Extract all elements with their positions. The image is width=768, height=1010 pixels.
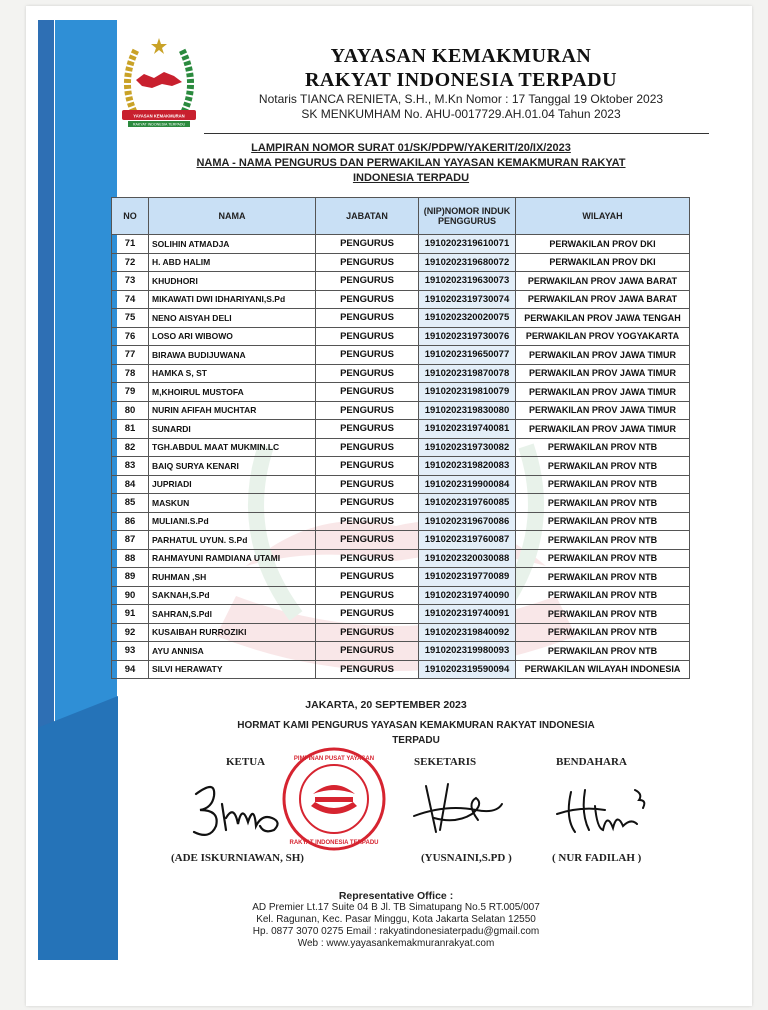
cell-nama: SAKNAH,S.Pd bbox=[149, 586, 316, 605]
org-name-line1: YAYASAN KEMAKMURAN bbox=[330, 45, 592, 67]
cell-nama: MULIANI.S.Pd bbox=[149, 512, 316, 531]
cell-nip: 1910202319680072 bbox=[419, 253, 516, 272]
cell-nama: BAIQ SURYA KENARI bbox=[149, 457, 316, 476]
footer-address-line2: Kel. Ragunan, Kec. Pasar Minggu, Kota Jakarta Selatan 12550 bbox=[256, 914, 536, 925]
cell-nip: 1910202319670086 bbox=[419, 512, 516, 531]
cell-nama: RAHMAYUNI RAMDIANA UTAMI bbox=[149, 549, 316, 568]
cell-no: 74 bbox=[112, 290, 149, 309]
ketua-title: KETUA bbox=[226, 756, 266, 768]
table-row bbox=[112, 549, 690, 568]
cell-jabatan: PENGURUS bbox=[316, 623, 419, 642]
cell-nip: 1910202319980093 bbox=[419, 642, 516, 661]
cell-wilayah: PERWAKILAN WILAYAH INDONESIA bbox=[516, 660, 690, 679]
cell-nip: 1910202319870078 bbox=[419, 364, 516, 383]
cell-jabatan: PENGURUS bbox=[316, 309, 419, 328]
cell-no: 79 bbox=[112, 383, 149, 402]
cell-no: 83 bbox=[112, 457, 149, 476]
table-row bbox=[112, 253, 690, 272]
sekretaris-signature-icon bbox=[406, 774, 516, 844]
cell-wilayah: PERWAKILAN PROV JAWA BARAT bbox=[516, 290, 690, 309]
cell-nama: HAMKA S, ST bbox=[149, 364, 316, 383]
cell-no: 91 bbox=[112, 605, 149, 624]
cell-no: 77 bbox=[112, 346, 149, 365]
cell-nama: PARHATUL UYUN. S.Pd bbox=[149, 531, 316, 550]
cell-wilayah: PERWAKILAN PROV NTB bbox=[516, 512, 690, 531]
cell-wilayah: PERWAKILAN PROV DKI bbox=[516, 235, 690, 254]
cell-wilayah: PERWAKILAN PROV NTB bbox=[516, 438, 690, 457]
cell-nip: 1910202319730082 bbox=[419, 438, 516, 457]
bendahara-signature-icon bbox=[551, 778, 651, 842]
cell-jabatan: PENGURUS bbox=[316, 568, 419, 587]
cell-no: 94 bbox=[112, 660, 149, 679]
cell-nip: 1910202319610071 bbox=[419, 235, 516, 254]
closing-line2: TERPADU bbox=[392, 735, 440, 746]
table-row bbox=[112, 364, 690, 383]
closing-line1: HORMAT KAMI PENGURUS YAYASAN KEMAKMURAN RAKYAT INDONESIA bbox=[237, 720, 595, 731]
official-stamp-icon bbox=[281, 746, 387, 852]
cell-wilayah: PERWAKILAN PROV JAWA TIMUR bbox=[516, 346, 690, 365]
table-row bbox=[112, 586, 690, 605]
cell-jabatan: PENGURUS bbox=[316, 235, 419, 254]
cell-no: 90 bbox=[112, 586, 149, 605]
cell-jabatan: PENGURUS bbox=[316, 512, 419, 531]
cell-nip: 1910202319770089 bbox=[419, 568, 516, 587]
cell-nama: BIRAWA BUDIJUWANA bbox=[149, 346, 316, 365]
cell-jabatan: PENGURUS bbox=[316, 494, 419, 513]
cell-jabatan: PENGURUS bbox=[316, 290, 419, 309]
svg-text:YAYASAN KEMAKMURAN: YAYASAN KEMAKMURAN bbox=[133, 113, 185, 119]
cell-no: 92 bbox=[112, 623, 149, 642]
cell-wilayah: PERWAKILAN PROV NTB bbox=[516, 549, 690, 568]
cell-nip: 1910202319740091 bbox=[419, 605, 516, 624]
cell-nama: KHUDHORI bbox=[149, 272, 316, 291]
table-header-row bbox=[112, 198, 690, 235]
table-row bbox=[112, 420, 690, 439]
lampiran-line2: NAMA - NAMA PENGURUS DAN PERWAKILAN YAYASAN KEMAKMURAN RAKYAT bbox=[196, 157, 626, 169]
notaris-line: Notaris TIANCA RENIETA, S.H., M.Kn Nomor : 17 Tanggal 19 Oktober 2023 bbox=[258, 92, 664, 106]
cell-nama: NENO AISYAH DELI bbox=[149, 309, 316, 328]
cell-jabatan: PENGURUS bbox=[316, 660, 419, 679]
cell-wilayah: PERWAKILAN PROV JAWA TIMUR bbox=[516, 383, 690, 402]
sekretaris-title: SEKETARIS bbox=[414, 756, 477, 768]
closing-text bbox=[206, 718, 626, 748]
cell-wilayah: PERWAKILAN PROV YOGYAKARTA bbox=[516, 327, 690, 346]
cell-wilayah: PERWAKILAN PROV NTB bbox=[516, 605, 690, 624]
cell-nama: H. ABD HALIM bbox=[149, 253, 316, 272]
cell-nip: 1910202319840092 bbox=[419, 623, 516, 642]
representative-office bbox=[196, 890, 596, 950]
svg-text:RAKYAT INDONESIA TERPADU: RAKYAT INDONESIA TERPADU bbox=[289, 840, 379, 846]
cell-nama: RUHMAN ,SH bbox=[149, 568, 316, 587]
cell-jabatan: PENGURUS bbox=[316, 420, 419, 439]
cell-nip: 1910202319820083 bbox=[419, 457, 516, 476]
cell-nama: LOSO ARI WIBOWO bbox=[149, 327, 316, 346]
letterhead bbox=[226, 44, 696, 122]
col-header-wilayah: WILAYAH bbox=[516, 198, 690, 235]
cell-nama: M,KHOIRUL MUSTOFA bbox=[149, 383, 316, 402]
bendahara-name: ( NUR FADILAH ) bbox=[552, 852, 642, 864]
cell-wilayah: PERWAKILAN PROV JAWA TIMUR bbox=[516, 420, 690, 439]
table-row bbox=[112, 531, 690, 550]
cell-jabatan: PENGURUS bbox=[316, 642, 419, 661]
table-row bbox=[112, 401, 690, 420]
cell-wilayah: PERWAKILAN PROV NTB bbox=[516, 475, 690, 494]
header-divider bbox=[204, 133, 709, 134]
cell-no: 87 bbox=[112, 531, 149, 550]
table-body bbox=[112, 235, 690, 679]
cell-nip: 1910202320030088 bbox=[419, 549, 516, 568]
cell-jabatan: PENGURUS bbox=[316, 327, 419, 346]
footer-web: Web : www.yayasankemakmuranrakyat.com bbox=[297, 938, 495, 949]
lampiran-line1: LAMPIRAN NOMOR SURAT 01/SK/PDPW/YAKERIT/20/IX/2023 bbox=[251, 142, 571, 154]
cell-jabatan: PENGURUS bbox=[316, 401, 419, 420]
table-row bbox=[112, 272, 690, 291]
cell-nama: SOLIHIN ATMADJA bbox=[149, 235, 316, 254]
table-row bbox=[112, 346, 690, 365]
table-row bbox=[112, 457, 690, 476]
cell-wilayah: PERWAKILAN PROV NTB bbox=[516, 457, 690, 476]
cell-nip: 1910202319830080 bbox=[419, 401, 516, 420]
cell-wilayah: PERWAKILAN PROV DKI bbox=[516, 253, 690, 272]
cell-jabatan: PENGURUS bbox=[316, 438, 419, 457]
cell-nama: MASKUN bbox=[149, 494, 316, 513]
pengurus-table bbox=[111, 197, 690, 679]
cell-jabatan: PENGURUS bbox=[316, 605, 419, 624]
cell-wilayah: PERWAKILAN PROV NTB bbox=[516, 586, 690, 605]
footer-address-line1: AD Premier Lt.17 Suite 04 B Jl. TB Simatupang No.5 RT.005/007 bbox=[252, 902, 540, 913]
cell-jabatan: PENGURUS bbox=[316, 457, 419, 476]
cell-no: 88 bbox=[112, 549, 149, 568]
cell-nama: NURIN AFIFAH MUCHTAR bbox=[149, 401, 316, 420]
cell-wilayah: PERWAKILAN PROV JAWA TIMUR bbox=[516, 364, 690, 383]
cell-jabatan: PENGURUS bbox=[316, 364, 419, 383]
cell-no: 75 bbox=[112, 309, 149, 328]
cell-no: 84 bbox=[112, 475, 149, 494]
cell-nip: 1910202319760085 bbox=[419, 494, 516, 513]
cell-jabatan: PENGURUS bbox=[316, 586, 419, 605]
cell-nip: 1910202319900084 bbox=[419, 475, 516, 494]
bendahara-title: BENDAHARA bbox=[556, 756, 627, 768]
cell-wilayah: PERWAKILAN PROV NTB bbox=[516, 568, 690, 587]
table-row bbox=[112, 327, 690, 346]
cell-nama: AYU ANNISA bbox=[149, 642, 316, 661]
cell-no: 89 bbox=[112, 568, 149, 587]
col-header-jabatan: JABATAN bbox=[316, 198, 419, 235]
svg-text:PIMPINAN PUSAT YAYASAN: PIMPINAN PUSAT YAYASAN bbox=[293, 756, 375, 762]
cell-nama: KUSAIBAH RURROZIKI bbox=[149, 623, 316, 642]
cell-jabatan: PENGURUS bbox=[316, 475, 419, 494]
table-row bbox=[112, 438, 690, 457]
cell-nip: 1910202319740081 bbox=[419, 420, 516, 439]
footer-heading: Representative Office : bbox=[338, 890, 454, 902]
sk-line: SK MENKUMHAM No. AHU-0017729.AH.01.04 Tahun 2023 bbox=[301, 107, 621, 121]
cell-nip: 1910202319730074 bbox=[419, 290, 516, 309]
cell-no: 71 bbox=[112, 235, 149, 254]
cell-no: 82 bbox=[112, 438, 149, 457]
org-name-line2: RAKYAT INDONESIA TERPADU bbox=[304, 69, 618, 91]
cell-nama: MIKAWATI DWI IDHARIYANI,S.Pd bbox=[149, 290, 316, 309]
table-row bbox=[112, 512, 690, 531]
table-row bbox=[112, 660, 690, 679]
cell-nama: TGH.ABDUL MAAT MUKMIN.LC bbox=[149, 438, 316, 457]
lampiran-title bbox=[176, 141, 646, 186]
table-row bbox=[112, 383, 690, 402]
cell-wilayah: PERWAKILAN PROV JAWA TIMUR bbox=[516, 401, 690, 420]
cell-wilayah: PERWAKILAN PROV NTB bbox=[516, 494, 690, 513]
table-row bbox=[112, 235, 690, 254]
cell-nama: SUNARDI bbox=[149, 420, 316, 439]
cell-nip: 1910202319740090 bbox=[419, 586, 516, 605]
cell-wilayah: PERWAKILAN PROV NTB bbox=[516, 531, 690, 550]
table-row bbox=[112, 568, 690, 587]
svg-text:RAKYAT INDONESIA TERPADU: RAKYAT INDONESIA TERPADU bbox=[132, 122, 186, 127]
cell-wilayah: PERWAKILAN PROV JAWA TENGAH bbox=[516, 309, 690, 328]
table-row bbox=[112, 605, 690, 624]
table-row bbox=[112, 309, 690, 328]
lampiran-line3: INDONESIA TERPADU bbox=[352, 172, 470, 184]
cell-nip: 1910202319630073 bbox=[419, 272, 516, 291]
ketua-signature-icon bbox=[186, 774, 296, 844]
table-row bbox=[112, 642, 690, 661]
cell-nip: 1910202319760087 bbox=[419, 531, 516, 550]
cell-nip: 1910202319590094 bbox=[419, 660, 516, 679]
place-date: JAKARTA, 20 SEPTEMBER 2023 bbox=[305, 699, 467, 711]
cell-wilayah: PERWAKILAN PROV JAWA BARAT bbox=[516, 272, 690, 291]
col-header-nama: NAMA bbox=[149, 198, 316, 235]
table-row bbox=[112, 290, 690, 309]
yayasan-logo-icon bbox=[114, 32, 204, 132]
cell-wilayah: PERWAKILAN PROV NTB bbox=[516, 623, 690, 642]
cell-no: 85 bbox=[112, 494, 149, 513]
sekretaris-name: (YUSNAINI,S.PD ) bbox=[421, 852, 512, 864]
cell-nama: SILVI HERAWATY bbox=[149, 660, 316, 679]
side-stripe-accent bbox=[38, 696, 118, 960]
cell-nip: 1910202319810079 bbox=[419, 383, 516, 402]
cell-nip: 1910202320020075 bbox=[419, 309, 516, 328]
cell-jabatan: PENGURUS bbox=[316, 346, 419, 365]
table-row bbox=[112, 623, 690, 642]
cell-no: 93 bbox=[112, 642, 149, 661]
cell-nip: 1910202319650077 bbox=[419, 346, 516, 365]
cell-jabatan: PENGURUS bbox=[316, 531, 419, 550]
cell-no: 73 bbox=[112, 272, 149, 291]
cell-no: 78 bbox=[112, 364, 149, 383]
cell-jabatan: PENGURUS bbox=[316, 383, 419, 402]
document-page bbox=[26, 6, 752, 1006]
col-header-no: NO bbox=[112, 198, 149, 235]
cell-no: 81 bbox=[112, 420, 149, 439]
cell-no: 80 bbox=[112, 401, 149, 420]
cell-nama: JUPRIADI bbox=[149, 475, 316, 494]
table-row bbox=[112, 494, 690, 513]
cell-no: 76 bbox=[112, 327, 149, 346]
ketua-name: (ADE ISKURNIAWAN, SH) bbox=[171, 852, 304, 864]
cell-wilayah: PERWAKILAN PROV NTB bbox=[516, 642, 690, 661]
cell-nama: SAHRAN,S.Pdl bbox=[149, 605, 316, 624]
cell-no: 86 bbox=[112, 512, 149, 531]
cell-no: 72 bbox=[112, 253, 149, 272]
table-row bbox=[112, 475, 690, 494]
cell-jabatan: PENGURUS bbox=[316, 549, 419, 568]
cell-nip: 1910202319730076 bbox=[419, 327, 516, 346]
cell-jabatan: PENGURUS bbox=[316, 272, 419, 291]
cell-jabatan: PENGURUS bbox=[316, 253, 419, 272]
col-header-nip: (NIP)NOMOR INDUK PENGGURUS bbox=[419, 198, 516, 235]
footer-contact: Hp. 0877 3070 0275 Email : rakyatindonesiaterpadu@gmail.com bbox=[252, 926, 540, 937]
